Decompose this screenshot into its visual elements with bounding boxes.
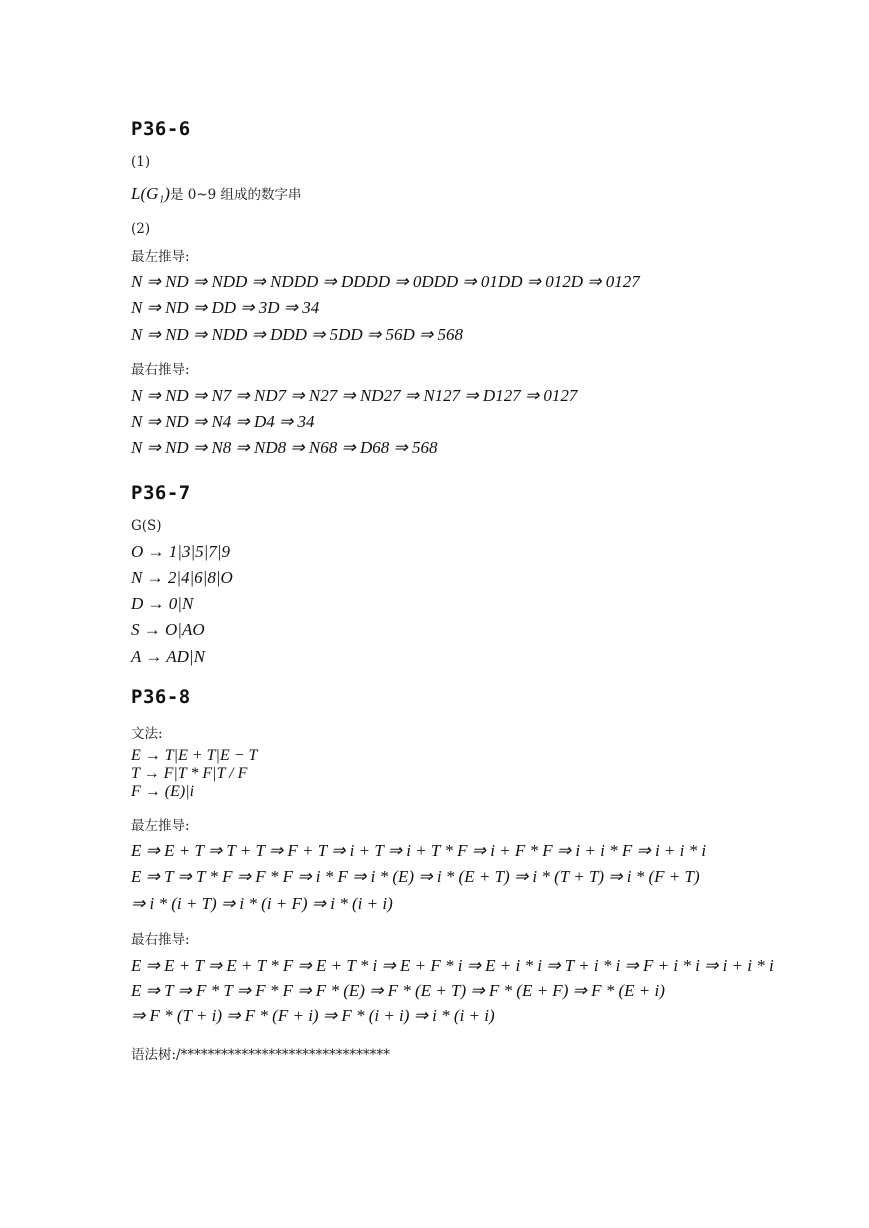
derivation-line: E ⇒ E + T ⇒ T + T ⇒ F + T ⇒ i + T ⇒ i + T * F ⇒ i + F * F ⇒ i + i * F ⇒ i + i * i: [131, 841, 707, 860]
derivation-line: N ⇒ ND ⇒ N8 ⇒ ND8 ⇒ N68 ⇒ D68 ⇒ 568: [131, 438, 438, 457]
language-description: 是 0~9 组成的数字串: [169, 187, 302, 203]
leftmost-label: 最左推导:: [131, 818, 190, 834]
language-expression: L(G₁): [131, 184, 170, 203]
grammar-rule: D → 0|N: [131, 594, 194, 613]
part-label-1: (1): [131, 154, 151, 170]
grammar-rule: O → 1|3|5|7|9: [131, 542, 230, 561]
derivation-line: N ⇒ ND ⇒ N4 ⇒ D4 ⇒ 34: [131, 412, 315, 431]
grammar-label: G(S): [131, 518, 162, 534]
language-statement: [131, 183, 302, 204]
grammar-label: 文法:: [131, 726, 163, 742]
derivation-line: N ⇒ ND ⇒ DD ⇒ 3D ⇒ 34: [131, 298, 320, 317]
grammar-rule: N → 2|4|6|8|O: [131, 568, 233, 587]
derivation-line: E ⇒ E + T ⇒ E + T * F ⇒ E + T * i ⇒ E + F * i ⇒ E + i * i ⇒ T + i * i ⇒ F + i * i ⇒ i + i * i: [131, 956, 774, 975]
leftmost-label: 最左推导:: [131, 249, 190, 265]
grammar-rule: E → T|E + T|E − T: [131, 747, 258, 764]
derivation-line: ⇒ F * (T + i) ⇒ F * (F + i) ⇒ F * (i + i) ⇒ i * (i + i): [131, 1006, 495, 1025]
derivation-line: N ⇒ ND ⇒ NDD ⇒ DDD ⇒ 5DD ⇒ 56D ⇒ 568: [131, 325, 463, 344]
derivation-line: ⇒ i * (i + T) ⇒ i * (i + F) ⇒ i * (i + i): [131, 894, 393, 913]
derivation-line: E ⇒ T ⇒ F * T ⇒ F * F ⇒ F * (E) ⇒ F * (E + T) ⇒ F * (E + F) ⇒ F * (E + i): [131, 981, 665, 1000]
rightmost-label: 最右推导:: [131, 932, 190, 948]
grammar-rule: T → F|T * F|T / F: [131, 765, 248, 782]
part-label-2: (2): [131, 221, 151, 237]
grammar-rule: S → O|AO: [131, 620, 205, 639]
derivation-line: E ⇒ T ⇒ T * F ⇒ F * F ⇒ i * F ⇒ i * (E) ⇒ i * (E + T) ⇒ i * (T + T) ⇒ i * (F + T): [131, 867, 700, 886]
derivation-line: N ⇒ ND ⇒ NDD ⇒ NDDD ⇒ DDDD ⇒ 0DDD ⇒ 01DD ⇒ 012D ⇒ 0127: [131, 272, 640, 291]
syntax-tree-label: 语法树:/*******************************: [131, 1047, 390, 1063]
section-heading-p36-7: P36-7: [131, 482, 191, 504]
section-heading-p36-6: P36-6: [131, 118, 191, 140]
section-heading-p36-8: P36-8: [131, 686, 191, 708]
grammar-rule: A → AD|N: [131, 647, 205, 666]
derivation-line: N ⇒ ND ⇒ N7 ⇒ ND7 ⇒ N27 ⇒ ND27 ⇒ N127 ⇒ D127 ⇒ 0127: [131, 386, 578, 405]
grammar-rule: F → (E)|i: [131, 783, 195, 800]
rightmost-label: 最右推导:: [131, 362, 190, 378]
